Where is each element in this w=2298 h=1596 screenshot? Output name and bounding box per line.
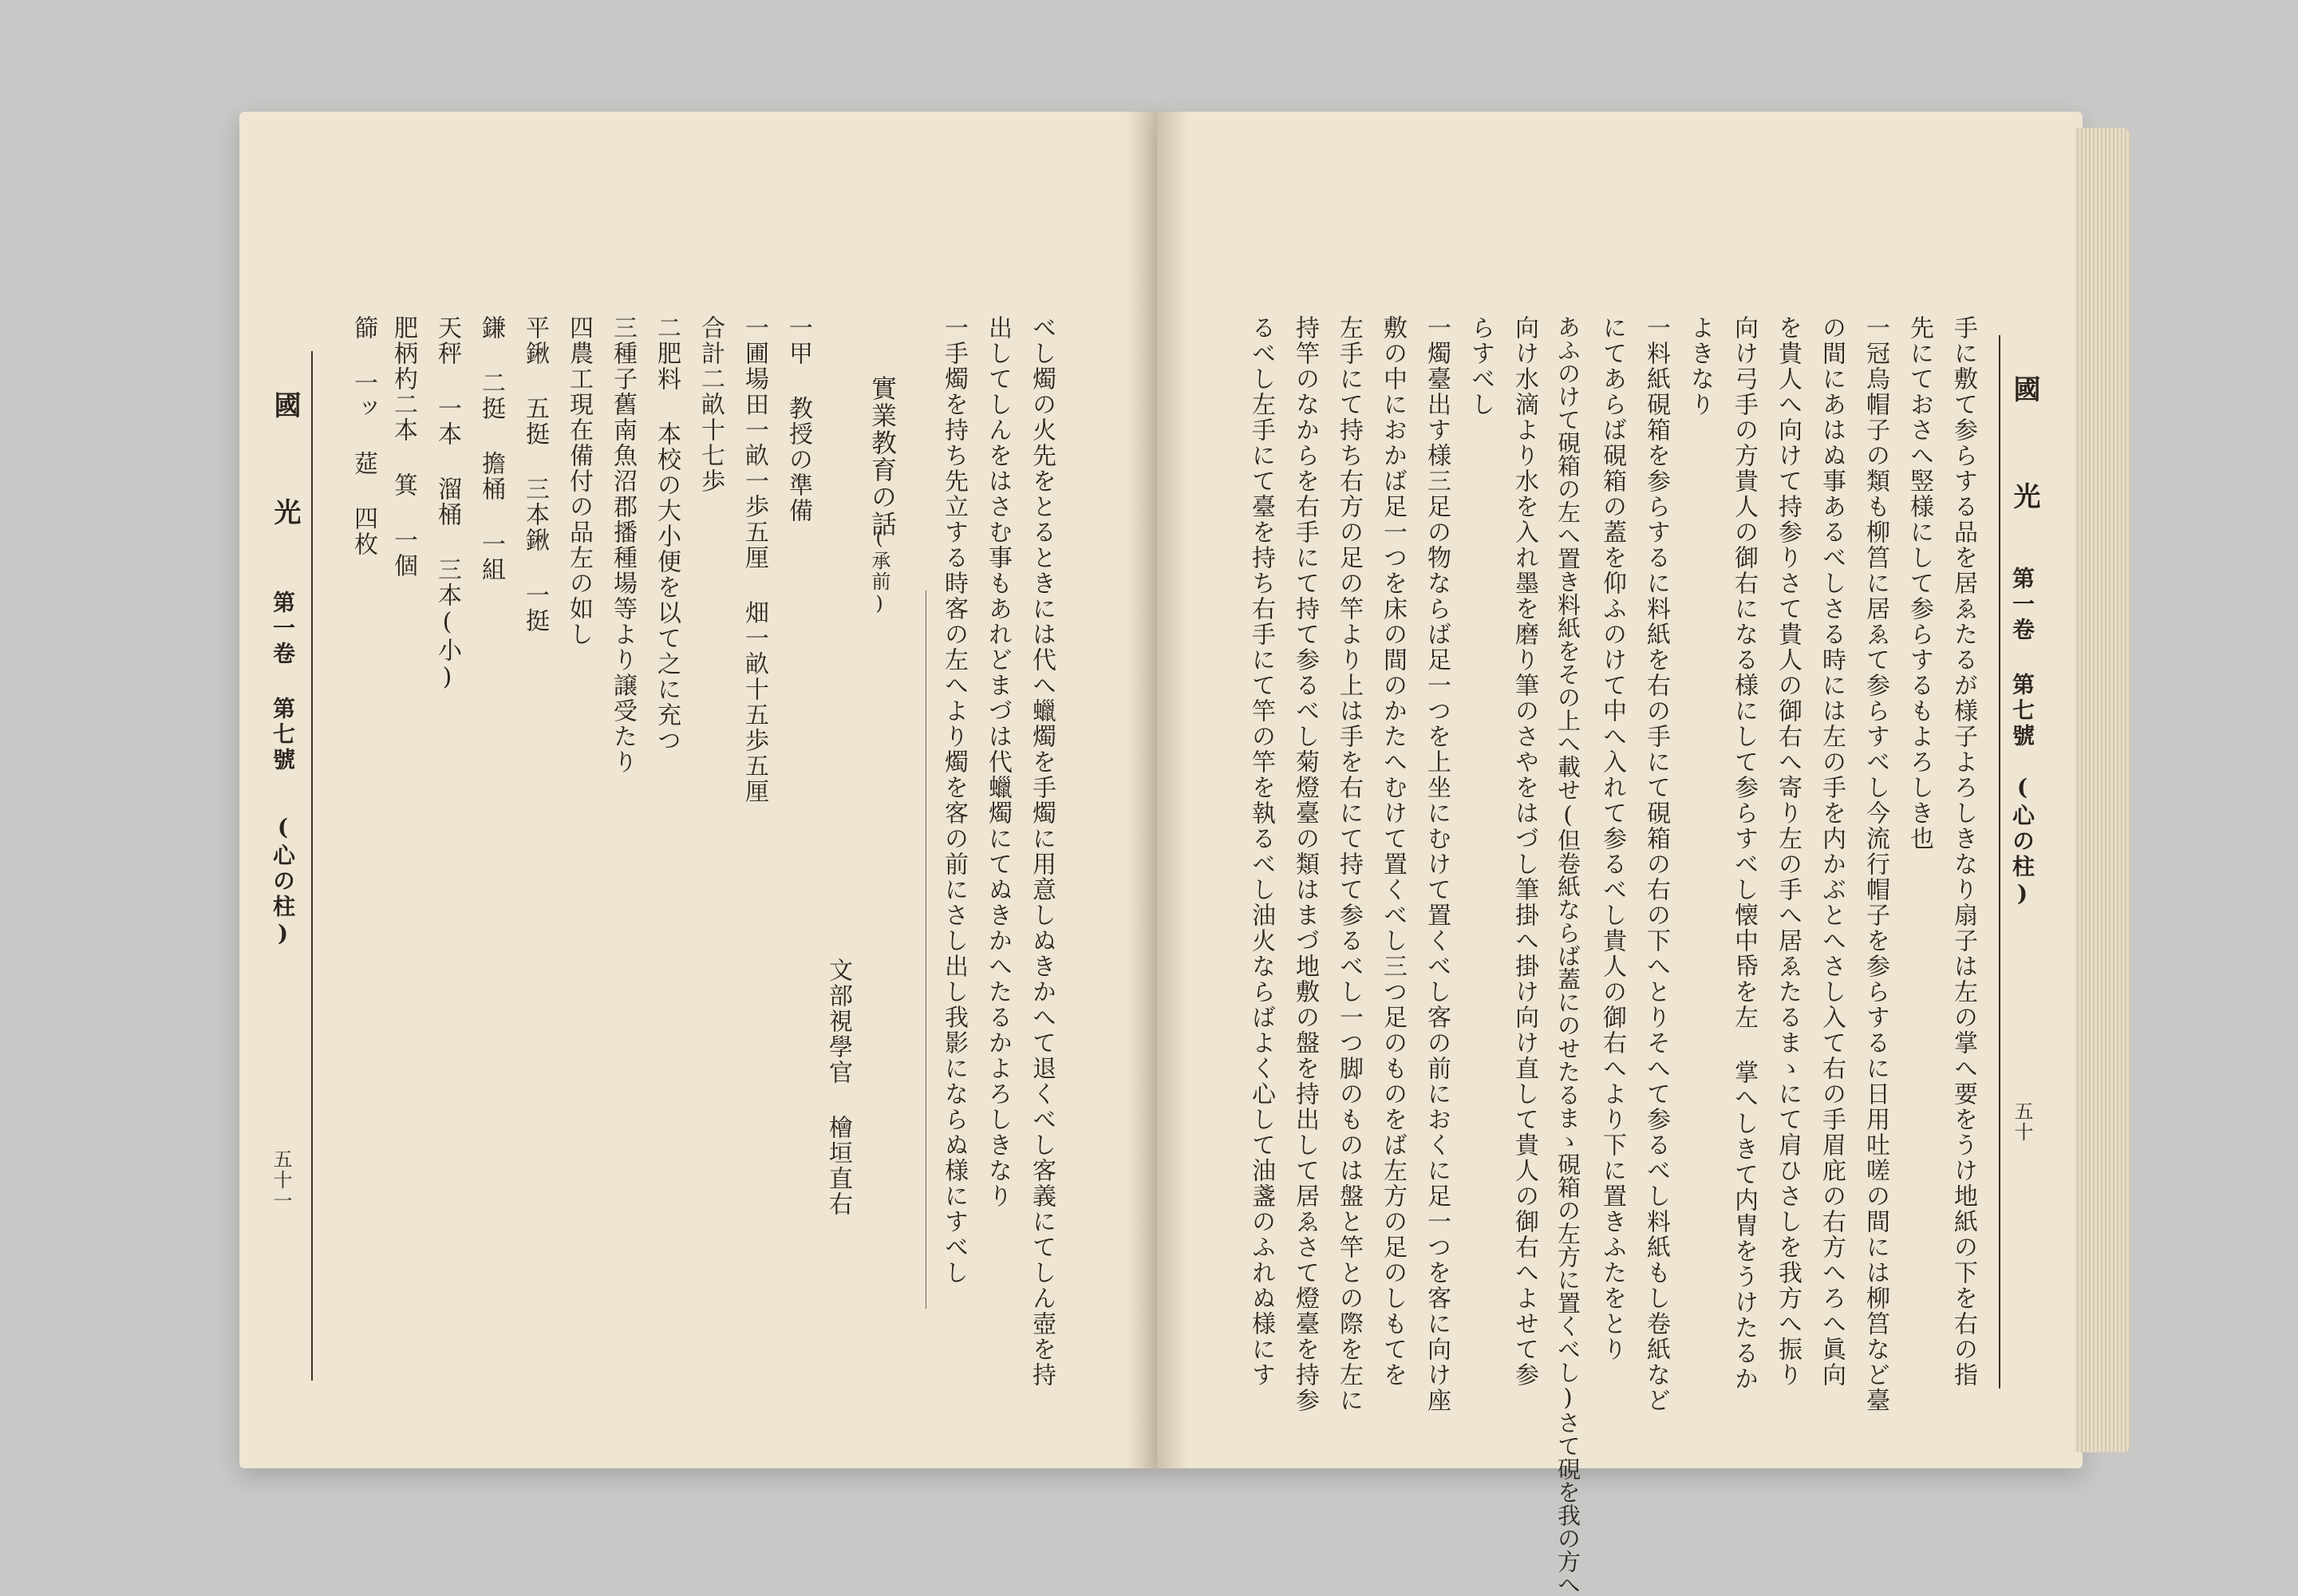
book-gutter — [1125, 112, 1189, 1468]
left-page — [239, 112, 1157, 1468]
body-line-11: 篩 一ッ 莚 四枚 — [349, 315, 377, 557]
article-author: 文部視學官 檜垣直右 — [824, 958, 852, 1217]
right-line-13: 一燭臺出す様三足の物ならば足一つを上坐にむけて置くべし客の前におくに足一つを客に向け座 — [1423, 315, 1451, 1413]
body-line-8: 鎌 二挺 擔桶 一組 — [477, 315, 505, 583]
right-line-2: 先にておさへ竪様にして参らするもよろしき也 — [1905, 315, 1933, 851]
right-header-series: (心の柱) — [2009, 774, 2035, 910]
right-header-title: 國 光 — [2008, 375, 2040, 533]
right-line-14: 敷の中におかば足一つを床の間のかたへむけて置くべし三つ足のものをば左方の足のしもてを — [1379, 315, 1407, 1388]
right-header-rule — [1999, 335, 2000, 1389]
right-line-15: 左手にて持ち右方の足の竿より上は手を右にて持て参るべし一つ脚のものは盤と竿との際を左に — [1335, 315, 1363, 1413]
left-line-2: 出してしんをはさむ事もあれどまづは代蠟燭にてぬきかへたるかよろしきなり — [984, 315, 1012, 1209]
left-line-1: べし燭の火先をとるときには代へ蠟燭を手燭に用意しぬきかへて退くべし客義にてしん壺を持 — [1028, 315, 1056, 1388]
right-line-10: あふのけて硯箱の左へ置き料紙をその上へ載せ(但卷紙ならば蓋にのせたるまゝ硯箱の左方に置くべし)さて硯を我の方へ — [1554, 315, 1581, 1596]
body-line-10: 肥柄杓二本 箕 一個 — [389, 315, 417, 579]
right-line-9: にてあらば硯箱の蓋を仰ふのけて中へ入れて参るべし貴人の御右へより下に置きふたをとり — [1598, 315, 1626, 1362]
body-line-5: 三種子舊南魚沼郡播種場等より譲受たり — [609, 315, 637, 775]
left-header-rule — [311, 351, 313, 1381]
open-book — [239, 112, 2130, 1596]
right-line-1: 手に敷て参らする品を居ゑたるが様子よろしきなり扇子は左の掌へ要をうけ地紙の下を右の指 — [1949, 315, 1977, 1388]
body-line-6: 四農工現在備付の品左の如し — [565, 315, 593, 647]
right-line-12: らすべし — [1467, 315, 1494, 417]
left-header-title: 國 光 — [269, 391, 301, 549]
right-line-3: 一冠烏帽子の類も柳筥に居ゑて参らすべし今流行帽子を参らするに日用吐嗟の間には柳筥など臺 — [1862, 315, 1889, 1413]
article-note: (承前) — [868, 527, 890, 616]
right-line-6: 向け弓手の方貴人の御右になる様にして参らすべし懐中帋を左 掌へしきて内冑をうけたるか — [1730, 315, 1758, 1392]
right-line-4: の間にあはぬ事あるべしさる時には左の手を内かぶとへさし入て右の手眉庇の右方へろへ眞向 — [1818, 315, 1846, 1388]
right-line-11: 向け水滴より水を入れ墨を磨り筆のさやをはづし筆掛へ掛け向け直して貴人の御右へよせて参 — [1510, 315, 1538, 1388]
right-line-8: 一料紙硯箱を参らするに料紙を右の手にて硯箱の右の下へとりそへて参るべし料紙もし卷紙など — [1642, 315, 1670, 1413]
right-header-volume: 第一卷 第七號 — [2009, 567, 2035, 749]
left-line-3: 一手燭を持ち先立する時客の左へより燭を客の前にさし出し我影にならぬ様にすべし — [940, 315, 968, 1286]
body-line-7: 平鍬 五挺 三本鍬 一挺 — [521, 315, 549, 634]
body-line-1: 一甲 教授の準備 — [784, 315, 812, 523]
left-page-number: 五十一 — [270, 1149, 292, 1211]
right-page-number: 五十 — [2011, 1101, 2033, 1143]
right-line-16: 持竿のなからを右手にて持て参るべし菊燈臺の類はまづ地敷の盤を持出して居ゑさて燈臺を持参 — [1291, 315, 1319, 1413]
body-line-9: 天秤 一本 溜桶 三本(小) — [433, 315, 461, 693]
left-header-volume: 第一卷 第七號 — [270, 591, 296, 773]
right-line-7: よきなり — [1686, 315, 1714, 417]
right-page — [1157, 112, 2083, 1596]
left-header-series: (心の柱) — [270, 814, 296, 950]
body-line-2: 一圃場田一畝一歩五厘 畑一畝十五歩五厘 — [740, 315, 768, 804]
right-line-17: るべし左手にて臺を持ち右手にて竿の竿を執るべし油火ならばよく心して油盞のふれぬ様にす — [1247, 315, 1275, 1388]
page-edges — [2075, 128, 2130, 1452]
body-line-4: 二肥料 本校の大小便を以て之に充つ — [653, 315, 681, 753]
body-line-3: 合計二畝十七歩 — [697, 315, 725, 494]
right-line-5: を貴人へ向けて持参りさて貴人の御右へ寄り左の手へ居ゑたるまゝにて肩ひさしを我方へ振り — [1774, 315, 1802, 1388]
article-title: 實業教育の話 — [867, 375, 898, 538]
